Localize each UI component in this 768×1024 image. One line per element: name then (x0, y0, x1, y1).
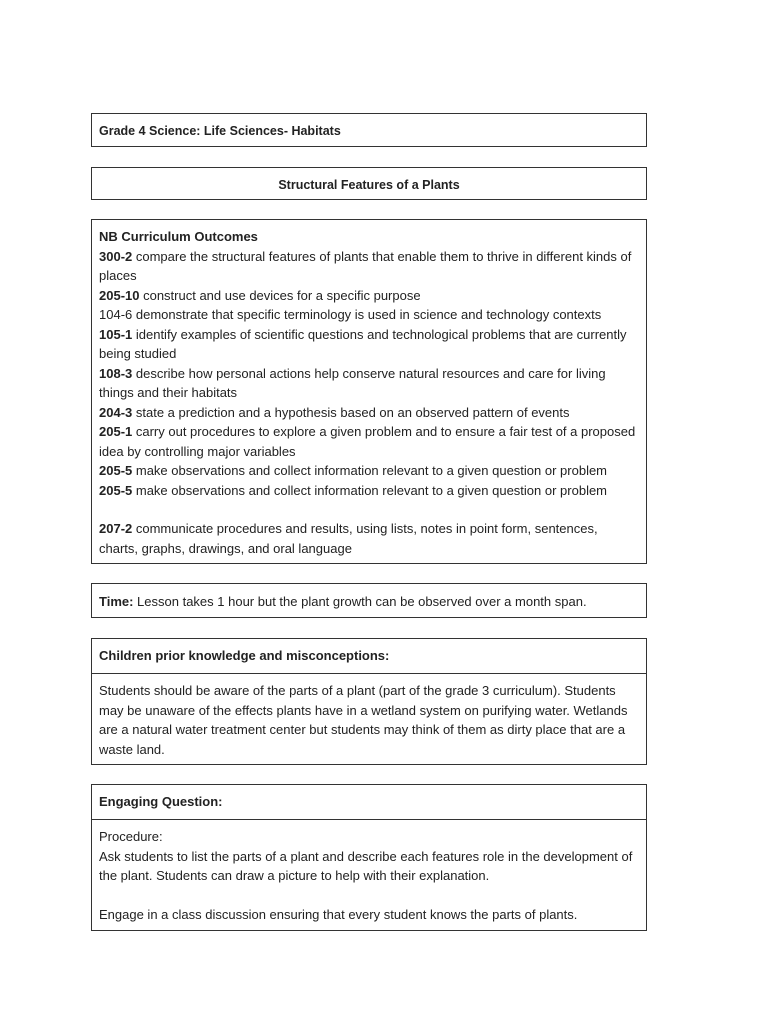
time-box (91, 583, 647, 618)
outcome-text: compare the structural features of plants that enable them to thrive in different kinds of places (99, 248, 632, 283)
outcome-item (99, 247, 639, 286)
outcome-code: 207-2 (99, 521, 133, 536)
engaging-question-body (92, 820, 646, 931)
time-content (92, 584, 646, 618)
outcome-item (99, 481, 639, 501)
outcomes-heading: NB Curriculum Outcomes (99, 229, 258, 244)
outcome-text: state a prediction and a hypothesis based on an observed pattern of events (132, 404, 570, 420)
time-label: Time: (99, 594, 134, 609)
outcome-item (99, 305, 639, 325)
outcome-code: 300-2 (99, 248, 133, 264)
spacer (99, 886, 639, 905)
outcome-item (99, 461, 639, 481)
outcome-text: 104-6 demonstrate that specific terminology is used in science and technology contexts (99, 307, 602, 322)
outcome-text: identify examples of scientific questions and technological problems that are currently being studied (99, 326, 627, 361)
outcome-item (99, 325, 639, 364)
outcome-text: communicate procedures and results, using lists, notes in point form, sentences, charts, graphs, drawings, and oral language (99, 521, 598, 556)
outcome-item (99, 403, 639, 423)
outcome-code: 108-3 (99, 365, 133, 381)
lesson-title: Structural Features of a Plants (278, 178, 460, 192)
curriculum-outcomes-box (91, 219, 647, 564)
lesson-title-box (91, 167, 647, 200)
outcome-item (99, 286, 639, 306)
engaging-question-box (91, 784, 647, 931)
discussion-text: Engage in a class discussion ensuring that every student knows the parts of plants. (99, 906, 578, 922)
curriculum-outcomes-content (92, 220, 646, 564)
outcome-text: describe how personal actions help conserve natural resources and care for living things and their habitats (99, 365, 606, 400)
document-title-box (91, 113, 647, 147)
prior-knowledge-body: Students should be aware of the parts of a plant (part of the grade 3 curriculum). Students may be unaware of the effects plants have in a wetland system on purifying water. Wetlands are a natural water treatment center but students may think of them as dirty place that are a waste land. (99, 683, 628, 757)
outcome-item (99, 364, 639, 403)
outcome-item (99, 519, 639, 558)
outcome-code: 204-3 (99, 404, 133, 420)
outcome-code: 205-1 (99, 424, 133, 439)
engaging-question-heading: Engaging Question: (92, 785, 646, 820)
outcome-code: 105-1 (99, 326, 133, 342)
outcome-code: 205-5 (99, 463, 133, 478)
outcome-text: make observations and collect information relevant to a given question or problem (132, 482, 608, 498)
outcome-item (99, 422, 639, 461)
prior-knowledge-heading: Children prior knowledge and misconceptions: (92, 639, 646, 674)
procedure-label: Procedure: (99, 829, 163, 844)
outcome-text: carry out procedures to explore a given problem and to ensure a fair test of a proposed idea by controlling major variables (99, 424, 636, 459)
outcome-code: 205-5 (99, 482, 133, 498)
time-text: Lesson takes 1 hour but the plant growth can be observed over a month span. (133, 594, 587, 609)
outcome-text: make observations and collect information relevant to a given question or problem (132, 463, 608, 478)
spacer (99, 500, 639, 519)
document-title: Grade 4 Science: Life Sciences- Habitats (99, 124, 341, 138)
procedure-text: Ask students to list the parts of a plant and describe each features role in the development of the plant. Students can draw a picture to help with their explanation. (99, 848, 633, 883)
outcome-code: 205-10 (99, 287, 140, 303)
outcome-text: construct and use devices for a specific purpose (139, 287, 421, 303)
prior-knowledge-box (91, 638, 647, 765)
